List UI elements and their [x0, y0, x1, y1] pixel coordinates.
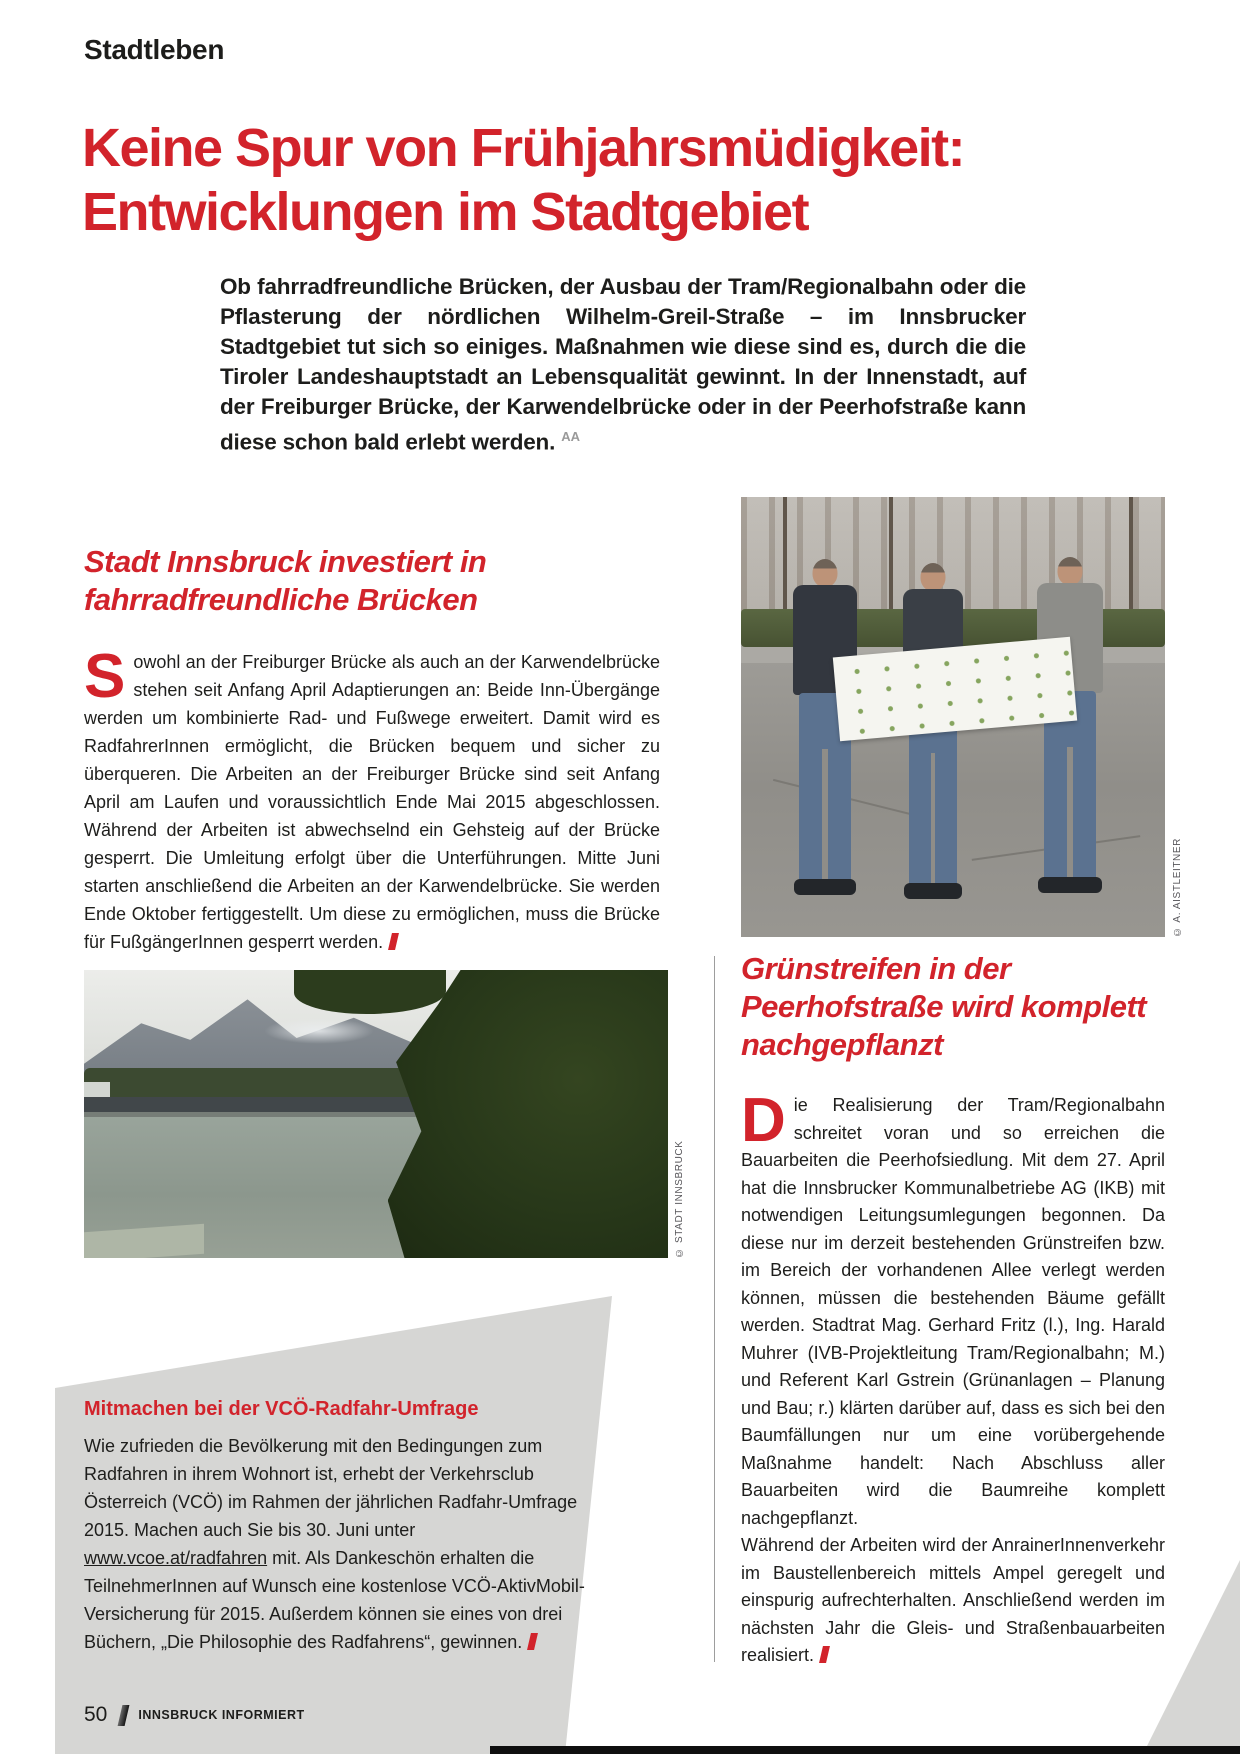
right-heading-line1: Grünstreifen in der [741, 951, 1011, 986]
page-footer [84, 1703, 305, 1727]
infobox-body [84, 1432, 600, 1656]
photo-person-legs-gap [822, 749, 827, 883]
photo-person-head [921, 563, 946, 591]
left-photo-credit: © STADT INNSBRUCK [674, 1140, 685, 1258]
right-article-text2: Während der Arbeiten wird der AnrainerInnenverkehr im Baustellenbereich mittels Ampel geregelt und einspurig aufrechterhalten. Anschließend werden im nächsten Jahr die Gleis- und Straßenbauarbeiten realisiert. [741, 1535, 1165, 1665]
photo-person-head [813, 559, 838, 587]
footer-slash-icon [118, 1705, 130, 1726]
magazine-name: INNSBRUCK INFORMIERT [138, 1708, 305, 1722]
river-bridge-photo [84, 970, 668, 1258]
infobox-heading: Mitmachen bei der VCÖ-Radfahr-Umfrage [84, 1398, 479, 1420]
photo-tree-trunk [783, 497, 787, 623]
photo-person-legs-gap [1067, 747, 1072, 881]
author-initials: AA [561, 429, 580, 444]
photo-person-head [1058, 557, 1083, 585]
paragraph-end-mark [819, 1646, 830, 1663]
page-title-line1: Keine Spur von Frühjahrsmüdigkeit: [82, 118, 965, 178]
right-article-heading [741, 950, 1173, 1064]
page-number: 50 [84, 1703, 108, 1726]
paragraph-end-mark [527, 1633, 538, 1650]
paragraph-end-mark [388, 933, 399, 950]
infobox-text-after-link: mit. Als Dankeschön erhalten die TeilnehmerInnen auf Wunsch eine kostenlose VCÖ-AktivMobil-Versicherung für 2015. Außerdem können sie eines von drei Büchern, „Die Philosophie des Radfahrens“, gewinnen. [84, 1548, 585, 1652]
photo-tree-trunk [1129, 497, 1133, 623]
left-article-heading: Stadt Innsbruck investiert in fahrradfreundliche Brücken [84, 544, 487, 617]
right-article-paragraph2 [741, 1532, 1165, 1670]
photo-person-shoes [1038, 877, 1101, 893]
intro-text: Ob fahrradfreundliche Brücken, der Ausbau der Tram/Regionalbahn oder die Pflasterung der nördlichen Wilhelm-Greil-Straße – im Innsbrucker Stadtgebiet tut sich so einiges. Maßnahmen wie diese sind es, durch die die Tiroler Landeshauptstadt an Lebensqualität gewinnt. In der Innenstadt, auf der Freiburger Brücke, der Karwendelbrücke oder in der Peerhofstraße kann diese schon bald erlebt werden. [220, 274, 1026, 455]
right-article-paragraph1 [741, 1086, 1165, 1532]
men-with-plan-photo [741, 497, 1165, 937]
page-title [82, 116, 1142, 244]
drop-cap-s: S [84, 642, 126, 711]
photo-person-shoes [794, 879, 855, 895]
photo-bridge [84, 1097, 417, 1112]
right-photo-credit: © A. AISTLEITNER [1172, 838, 1183, 937]
right-heading-line3: nachgepflanzt [741, 1027, 943, 1062]
photo-person-middle [903, 563, 963, 913]
drop-cap-d: D [741, 1086, 786, 1155]
photo-tree-trunk [889, 497, 893, 623]
right-article-text1: ie Realisierung der Tram/Regionalbahn schreitet voran und so erreichen die Bauarbeiten die Peerhofsiedlung. Mit dem 27. April hat die Innsbrucker Kommunalbetriebe AG (IKB) mit notwendigen Leitungsumlegungen begonnen. Da diese nur im derzeit bestehenden Grünstreifen bzw. im Bereich der vorhandenen Allee verlegt werden können, müssen die bestehenden Bäume gefällt werden. Stadtrat Mag. Gerhard Fritz (l.), Ing. Harald Muhrer (IVB-Projektleitung Tram/Regionalbahn; M.) und Referent Karl Gstrein (Grünanlagen – Planung und Bau; r.) klärten darüber auf, dass es sich bei den Baumfällungen nur um eine vorübergehende Maßnahme handelt: Nach Abschluss aller Bauarbeiten wird die Baumreihe komplett nachgepflanzt. [741, 1095, 1165, 1528]
left-article-body [84, 642, 660, 956]
section-label: Stadtleben [84, 34, 225, 65]
column-divider [714, 956, 715, 1662]
page-title-line2: Entwicklungen im Stadtgebiet [82, 182, 809, 242]
bottom-page-edge [490, 1746, 1240, 1754]
right-article-body [741, 1086, 1165, 1670]
photo-person-legs-gap [931, 753, 936, 887]
left-article-text: owohl an der Freiburger Brücke als auch an der Karwendelbrücke stehen seit Anfang April Adaptierungen an: Beide Inn-Übergänge werden um kombinierte Rad- und Fußwege erweitert. Damit wird es RadfahrerInnen ermöglicht, die Brücken bequem und sicher zu überqueren. Die Arbeiten an der Freiburger Brücke sind seit Anfang April am Laufen und voraussichtlich Ende Mai 2015 abgeschlossen. Während der Arbeiten ist abwechselnd ein Gehsteig auf der Brücke gesperrt. Die Umleitung erfolgt über die Unterführungen. Mitte Juni starten anschließend die Arbeiten an der Karwendelbrücke. Sie werden Ende Oktober fertiggestellt. Um diese zu ermöglichen, muss die Brücke für FußgängerInnen gesperrt werden. [84, 652, 660, 952]
photo-person-right [1037, 557, 1103, 907]
intro-paragraph [220, 272, 1026, 458]
vcoe-survey-link[interactable]: www.vcoe.at/radfahren [84, 1548, 268, 1568]
infobox-text-before-link: Wie zufrieden die Bevölkerung mit den Bedingungen zum Radfahren in ihrem Wohnort ist, erhebt der Verkehrsclub Österreich (VCÖ) im Rahmen der jährlichen Radfahr-Umfrage 2015. Machen auch Sie bis 30. Juni unter [84, 1436, 578, 1540]
right-heading-line2: Peerhofstraße wird komplett [741, 989, 1147, 1024]
photo-person-shoes [904, 883, 962, 899]
photo-snow-patch [264, 1018, 374, 1044]
